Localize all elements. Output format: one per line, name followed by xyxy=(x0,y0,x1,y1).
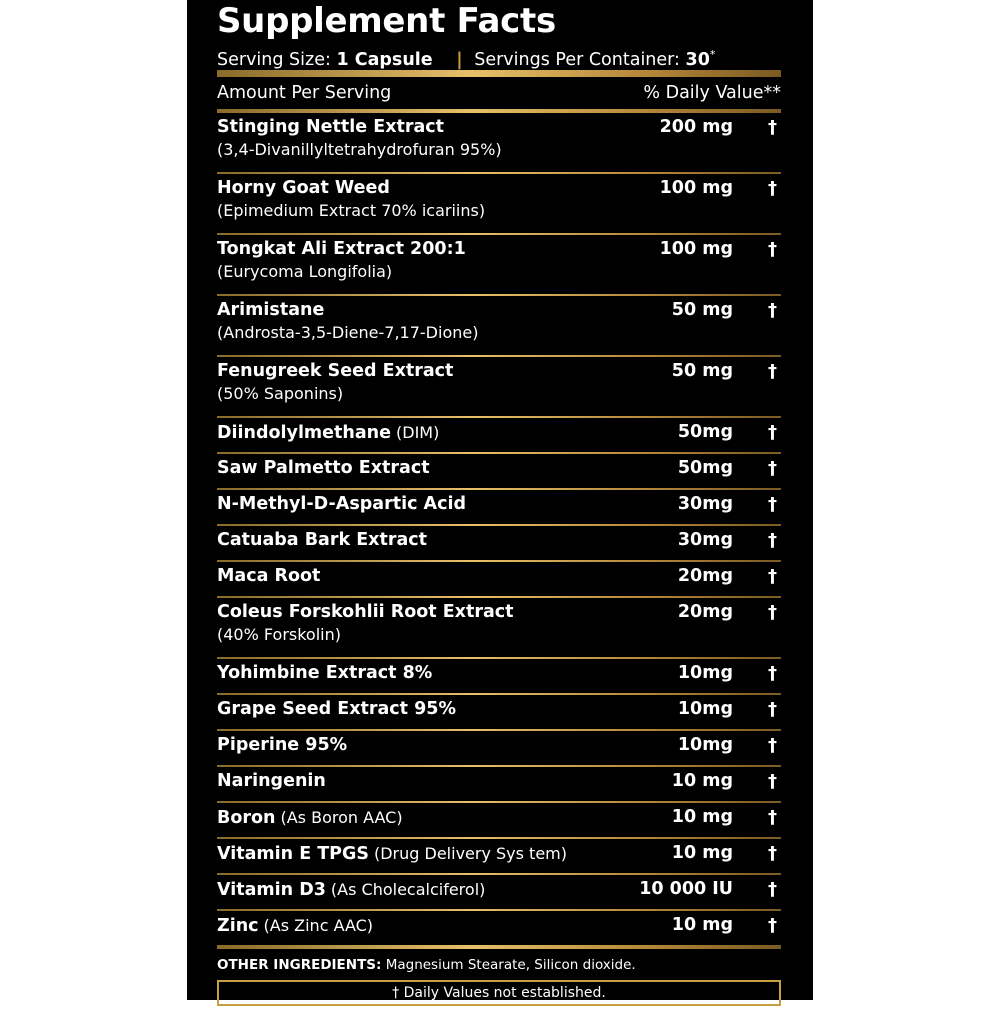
ingredient-names xyxy=(217,177,603,222)
other-ingredients-value: Magnesium Stearate, Silicon dioxide. xyxy=(385,957,636,973)
serving-separator: | xyxy=(456,49,463,70)
ingredient-name-line xyxy=(217,116,603,139)
ingredient-detail: (40% Forskolin) xyxy=(217,625,341,644)
ingredient-row xyxy=(217,174,781,233)
ingredient-names xyxy=(217,493,603,516)
ingredient-row xyxy=(217,418,781,452)
ingredient-amount: 50mg xyxy=(677,458,733,478)
ingredient-amount: 50mg xyxy=(677,422,733,442)
ingredient-amount: 30mg xyxy=(677,494,733,514)
ingredient-names xyxy=(217,457,603,480)
ingredient-daily-value: † xyxy=(768,530,777,551)
ingredient-names xyxy=(217,360,603,405)
ingredient-daily-value: † xyxy=(768,915,777,936)
ingredient-name-line xyxy=(217,529,603,552)
ingredient-detail: (3,4-Divanillyltetrahydrofuran 95%) xyxy=(217,140,502,159)
ingredient-name: Boron xyxy=(217,808,276,828)
ingredient-row xyxy=(217,731,781,765)
other-ingredients xyxy=(217,949,781,980)
ingredient-name-line xyxy=(217,878,603,902)
supplement-facts-panel xyxy=(187,0,813,1027)
ingredient-row xyxy=(217,839,781,873)
ingredient-names xyxy=(217,662,603,685)
ingredient-daily-value: † xyxy=(768,602,777,623)
ingredient-name: Piperine 95% xyxy=(217,735,348,755)
ingredient-name-line xyxy=(217,238,603,261)
ingredient-name: Diindolylmethane xyxy=(217,423,392,443)
daily-value-header: % Daily Value** xyxy=(643,83,781,103)
ingredient-name: Arimistane xyxy=(217,300,325,320)
ingredient-amount: 20mg xyxy=(677,602,733,622)
ingredient-amount: 10mg xyxy=(677,663,733,683)
ingredient-row xyxy=(217,911,781,945)
ingredient-daily-value: † xyxy=(768,879,777,900)
ingredient-names xyxy=(217,601,603,646)
ingredient-name: Stinging Nettle Extract xyxy=(217,117,445,137)
ingredient-daily-value: † xyxy=(768,807,777,828)
ingredient-row xyxy=(217,296,781,355)
ingredient-name-line xyxy=(217,734,603,757)
ingredient-name-line xyxy=(217,770,603,793)
other-ingredients-label: OTHER INGREDIENTS: xyxy=(217,957,382,973)
ingredient-name-line xyxy=(217,457,603,480)
ingredient-name-line xyxy=(217,493,603,516)
ingredient-name-line xyxy=(217,299,603,322)
top-rule xyxy=(217,70,781,77)
dv-not-established-box: † Daily Values not established. xyxy=(217,980,781,1006)
ingredient-daily-value: † xyxy=(768,178,777,199)
ingredient-name: N-Methyl-D-Aspartic Acid xyxy=(217,494,466,514)
ingredient-amount: 10 mg xyxy=(671,771,733,791)
ingredient-name: Vitamin E TPGS xyxy=(217,844,369,864)
ingredient-daily-value: † xyxy=(768,494,777,515)
ingredient-daily-value: † xyxy=(768,771,777,792)
ingredient-amount: 50 mg xyxy=(671,300,733,320)
ingredients-list xyxy=(217,113,781,945)
ingredient-name-line xyxy=(217,914,603,938)
ingredient-row xyxy=(217,659,781,693)
ingredient-names xyxy=(217,529,603,552)
ingredient-amount: 10 mg xyxy=(671,915,733,935)
ingredient-names xyxy=(217,734,603,757)
ingredient-amount: 10 000 IU xyxy=(639,879,733,899)
ingredient-row xyxy=(217,490,781,524)
ingredient-amount: 100 mg xyxy=(659,178,733,198)
ingredient-daily-value: † xyxy=(768,663,777,684)
ingredient-inline-detail: (As Cholecalciferol) xyxy=(330,880,486,899)
ingredient-name-line xyxy=(217,360,603,383)
ingredient-detail: (Androsta-3,5-Diene-7,17-Dione) xyxy=(217,323,479,342)
servings-mark: * xyxy=(709,48,716,61)
ingredient-amount: 10mg xyxy=(677,735,733,755)
ingredient-inline-detail: (As Zinc AAC) xyxy=(263,916,374,935)
ingredient-name-line xyxy=(217,698,603,721)
ingredient-row xyxy=(217,767,781,801)
ingredient-names xyxy=(217,421,603,445)
ingredient-row xyxy=(217,526,781,560)
ingredient-name: Fenugreek Seed Extract xyxy=(217,361,454,381)
ingredient-name: Saw Palmetto Extract xyxy=(217,458,430,478)
ingredient-name: Grape Seed Extract 95% xyxy=(217,699,457,719)
ingredient-amount: 10mg xyxy=(677,699,733,719)
ingredient-name-line xyxy=(217,177,603,200)
ingredient-daily-value: † xyxy=(768,422,777,443)
amount-header: Amount Per Serving xyxy=(217,83,392,103)
footnote: ** Percent Daily Values are based on a 2,000 calorie diet. xyxy=(217,1011,619,1027)
serving-size-value: 1 Capsule xyxy=(336,49,433,70)
ingredient-amount: 10 mg xyxy=(671,807,733,827)
servings-per-container-value: 30 xyxy=(685,49,710,70)
ingredient-name-line xyxy=(217,601,603,624)
serving-size-label: Serving Size: xyxy=(217,49,331,70)
label-title: Supplement Facts xyxy=(217,1,556,41)
ingredient-names xyxy=(217,238,603,283)
ingredient-name-line xyxy=(217,662,603,685)
ingredient-names xyxy=(217,878,603,902)
servings-per-container-label: Servings Per Container: xyxy=(474,49,680,70)
ingredient-row xyxy=(217,562,781,596)
ingredient-name: Tongkat Ali Extract 200:1 xyxy=(217,239,466,259)
ingredient-daily-value: † xyxy=(768,458,777,479)
ingredient-amount: 50 mg xyxy=(671,361,733,381)
ingredient-names xyxy=(217,914,603,938)
ingredient-row xyxy=(217,875,781,909)
ingredient-name-line xyxy=(217,842,603,866)
ingredient-daily-value: † xyxy=(768,566,777,587)
ingredient-row xyxy=(217,113,781,172)
ingredient-names xyxy=(217,116,603,161)
ingredient-inline-detail: (As Boron AAC) xyxy=(280,808,403,827)
ingredient-daily-value: † xyxy=(768,699,777,720)
ingredient-inline-detail: (Drug Delivery Sys tem) xyxy=(373,844,567,863)
ingredient-names xyxy=(217,806,603,830)
ingredient-amount: 20mg xyxy=(677,566,733,586)
ingredient-row xyxy=(217,803,781,837)
ingredient-names xyxy=(217,842,603,866)
ingredient-row xyxy=(217,695,781,729)
ingredient-row xyxy=(217,454,781,488)
ingredient-daily-value: † xyxy=(768,735,777,756)
ingredient-amount: 10 mg xyxy=(671,843,733,863)
ingredient-name-line xyxy=(217,421,603,445)
ingredient-detail: (Eurycoma Longifolia) xyxy=(217,262,393,281)
ingredient-amount: 100 mg xyxy=(659,239,733,259)
ingredient-detail: (50% Saponins) xyxy=(217,384,344,403)
ingredient-name-line xyxy=(217,565,603,588)
ingredient-daily-value: † xyxy=(768,300,777,321)
ingredient-inline-detail: (DIM) xyxy=(396,423,440,442)
ingredient-detail: (Epimedium Extract 70% icariins) xyxy=(217,201,486,220)
ingredient-name: Horny Goat Weed xyxy=(217,178,390,198)
ingredient-daily-value: † xyxy=(768,117,777,138)
ingredient-name: Naringenin xyxy=(217,771,326,791)
ingredient-name: Zinc xyxy=(217,916,259,936)
ingredient-daily-value: † xyxy=(768,239,777,260)
ingredient-name: Maca Root xyxy=(217,566,321,586)
ingredient-names xyxy=(217,770,603,793)
ingredient-names xyxy=(217,698,603,721)
ingredient-daily-value: † xyxy=(768,361,777,382)
ingredient-daily-value: † xyxy=(768,843,777,864)
ingredient-names xyxy=(217,299,603,344)
ingredient-amount: 30mg xyxy=(677,530,733,550)
ingredient-name-line xyxy=(217,806,603,830)
ingredient-row xyxy=(217,357,781,416)
ingredient-amount: 200 mg xyxy=(659,117,733,137)
ingredient-name: Catuaba Bark Extract xyxy=(217,530,428,550)
ingredient-names xyxy=(217,565,603,588)
ingredient-name: Coleus Forskohlii Root Extract xyxy=(217,602,514,622)
ingredient-name: Yohimbine Extract 8% xyxy=(217,663,433,683)
ingredient-name: Vitamin D3 xyxy=(217,880,326,900)
amount-header-row xyxy=(217,77,781,109)
ingredient-row xyxy=(217,235,781,294)
serving-info xyxy=(217,42,781,70)
ingredient-row xyxy=(217,598,781,657)
